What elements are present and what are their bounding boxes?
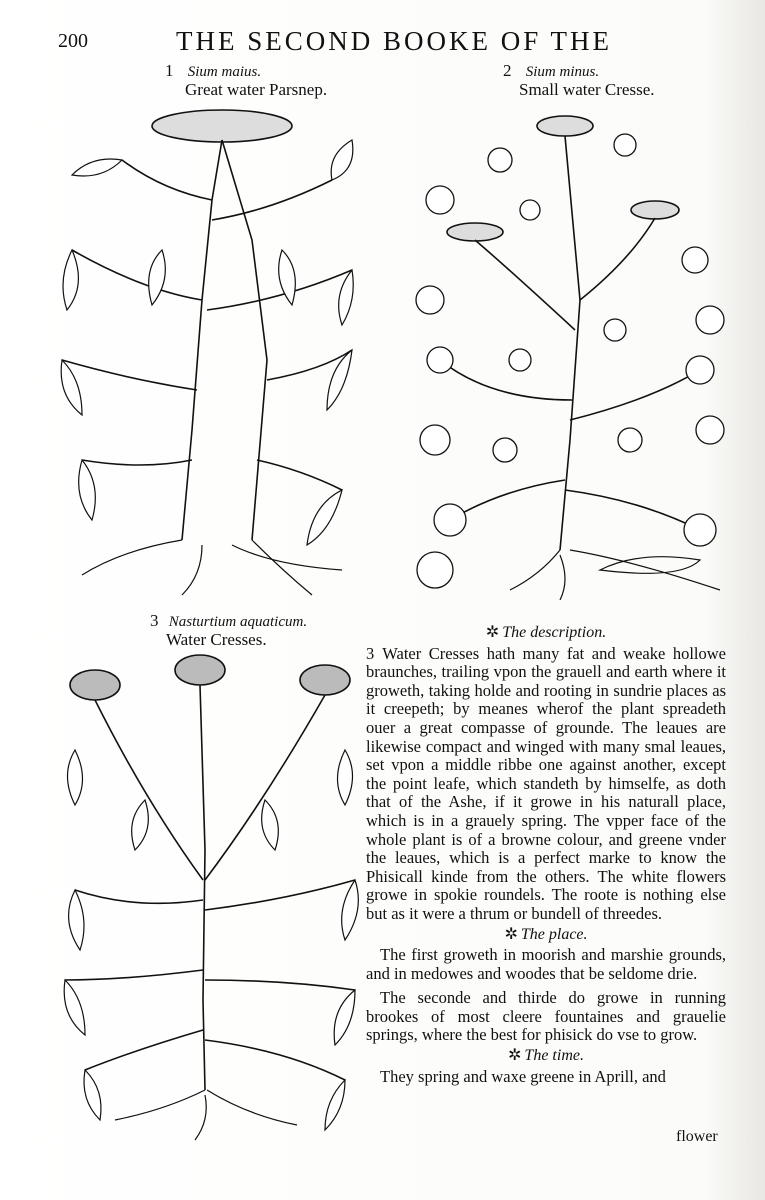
figure-2-caption xyxy=(503,62,655,99)
figure-3-english: Water Cresses. xyxy=(166,630,267,649)
ornament-icon: ✲ xyxy=(504,925,518,943)
text-column xyxy=(366,624,726,1086)
figure-2-number: 2 xyxy=(503,61,512,80)
ornament-icon: ✲ xyxy=(508,1047,522,1065)
figure-1-latin: Sium maius. xyxy=(187,64,262,80)
woodcut-water-cresses xyxy=(55,650,365,1145)
running-head: THE SECOND BOOKE OF THE xyxy=(176,26,613,56)
ornament-icon: ✲ xyxy=(485,624,500,641)
woodcut-small-water-cresse xyxy=(410,100,730,600)
woodcut-great-water-parsnep xyxy=(52,100,362,600)
catchword: flower xyxy=(676,1128,718,1145)
time-paragraph: They spring and waxe greene in Aprill, and xyxy=(380,1066,666,1086)
figure-2-latin: Sium minus. xyxy=(525,64,600,80)
page-number: 200 xyxy=(58,30,88,52)
figure-1-english: Great water Parsnep. xyxy=(185,80,328,99)
figure-2-english: Small water Cresse. xyxy=(519,80,655,99)
figure-1-caption xyxy=(165,62,327,99)
place-paragraph-2: The seconde and thirde do growe in running brookes of most cleere fountaines and grauelie springs, where the best for phisick do vse to grow. xyxy=(366,988,726,1045)
figure-1-number: 1 xyxy=(165,61,174,80)
figure-3-caption xyxy=(150,612,307,649)
description-number: 3 xyxy=(366,643,375,663)
figure-3-number: 3 xyxy=(150,611,159,630)
figure-3-latin: Nasturtium aquaticum. xyxy=(168,614,308,630)
description-paragraph: 3 Water Cresses hath many fat and weake hollowe braunches, trailing vpon the grauell and earth where it groweth, taking holde and rooting in sundrie places as it creepeth; by meanes wherof the plant spreadeth ouer a great compasse of grounde. The leaues are likewise compact and winged with many smal leaues, set vpon a middle ribbe one against another, except the point leafe, which standeth by himselfe, as doth that of the Ashe, if it growe in his naturall place, which is in a grauely spring. The vpper face of the whole plant is of a browne colour, and greene vnder the leaues, which is a perfect marke to know the Phisicall kinde from the others. The white flowers growe in spokie roundels. The roote is nothing else but as it were a thrum or bundell of threedes. xyxy=(366,643,726,923)
place-heading: ✲ The place. xyxy=(504,925,588,943)
time-heading: ✲ The time. xyxy=(508,1047,584,1065)
place-paragraph-1: The first groweth in moorish and marshie grounds, and in medowes and woodes that be seldome drie. xyxy=(366,945,726,983)
description-heading: ✲ The description. xyxy=(485,624,607,641)
